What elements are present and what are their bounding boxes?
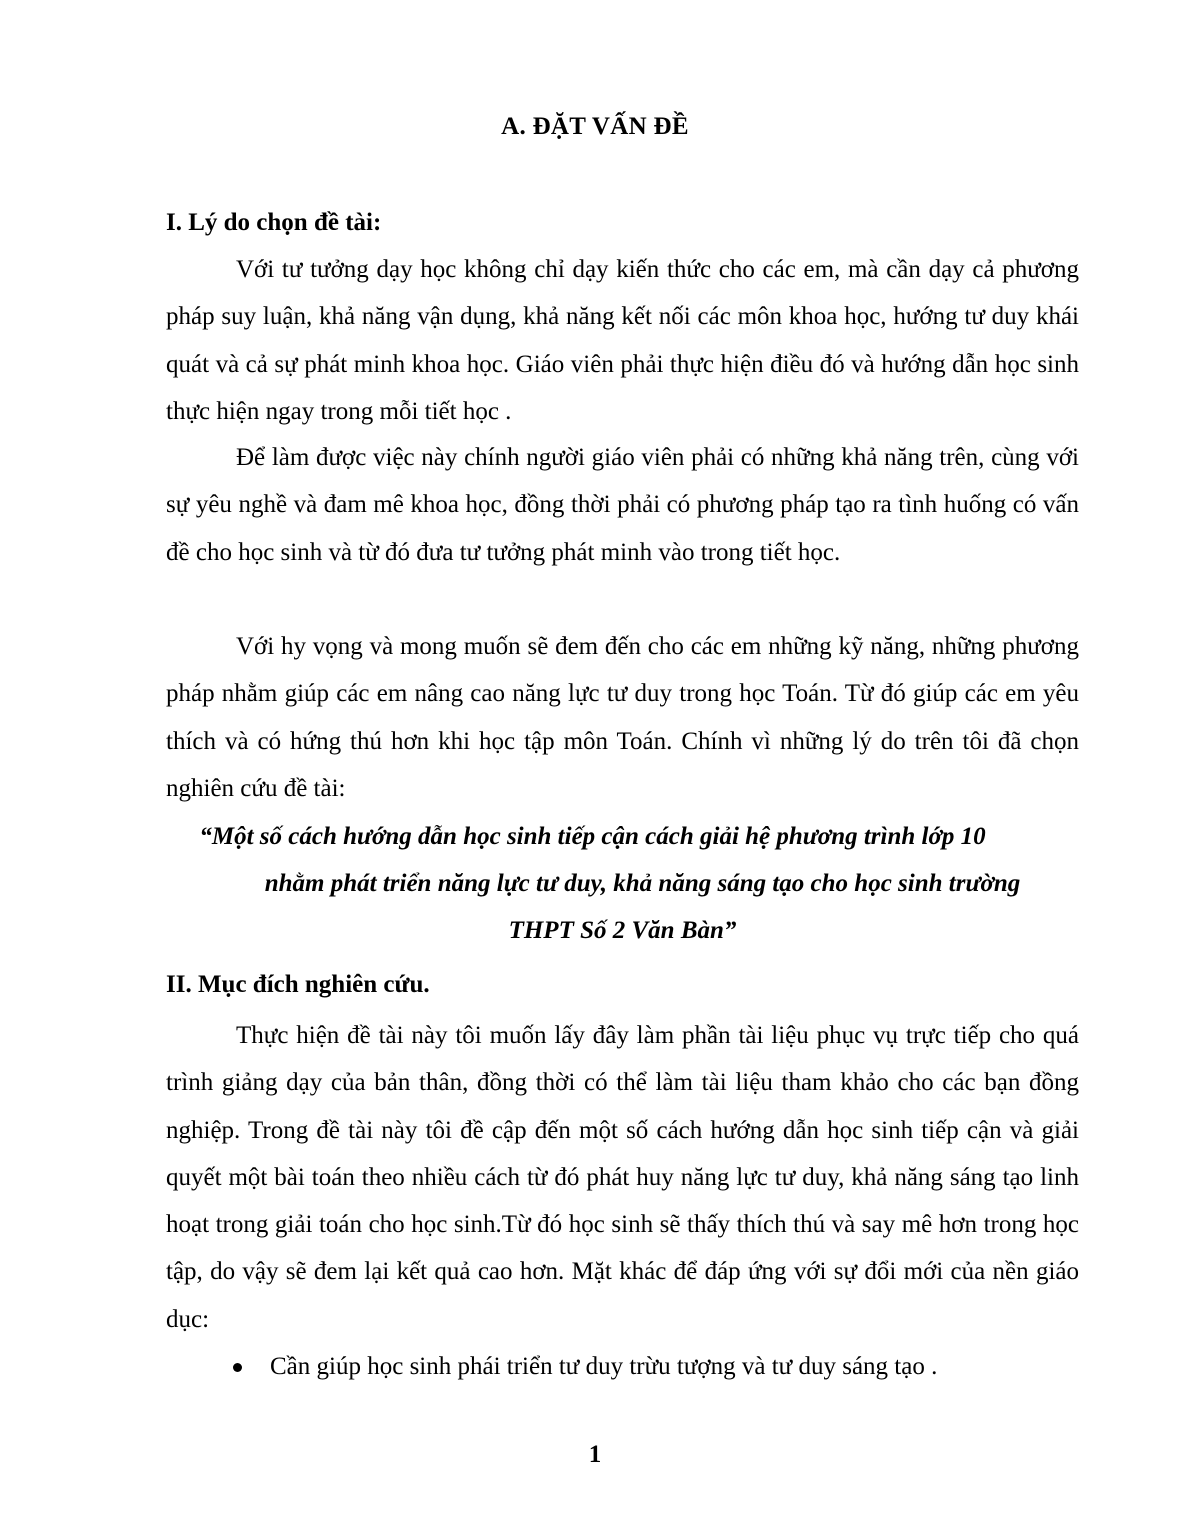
section-1-paragraph-2: Để làm được việc này chính người giáo viên phải có những khả năng trên, cùng với sự yêu nghề và đam mê khoa học, đồng thời phải có phương pháp tạo ra tình huống có vấn đề cho học sinh và từ đó đưa tư tưởng phát minh vào trong tiết học. <box>166 444 1079 566</box>
research-topic-quote <box>166 813 1079 954</box>
bullet-text: Cần giúp học sinh phái triển tư duy trừu tượng và tư duy sáng tạo . <box>270 1353 938 1380</box>
section-1-paragraph-1: Với tư tưởng dạy học không chỉ dạy kiến thức cho các em, mà cần dạy cả phương pháp suy luận, khả năng vận dụng, khả năng kết nối các môn khoa học, hướng tư duy khái quát và cả sự phát minh khoa học. Giáo viên phải thực hiện điều đó và hướng dẫn học sinh thực hiện ngay trong mỗi tiết học . <box>166 256 1079 425</box>
section-1-heading: I. Lý do chọn đề tài: <box>166 209 382 236</box>
bullet-dot-icon <box>233 1363 242 1372</box>
section-2-paragraph: Thực hiện đề tài này tôi muốn lấy đây làm phần tài liệu phục vụ trực tiếp cho quá trình giảng dạy của bản thân, đồng thời có thể làm tài liệu tham khảo cho các bạn đồng nghiệp. Trong đề tài này tôi đề cập đến một số cách hướng dẫn học sinh tiếp cận và giải quyết một bài toán theo nhiều cách từ đó phát huy năng lực tư duy, khả năng sáng tạo linh hoạt trong giải toán cho học sinh.Từ đó học sinh sẽ thấy thích thú và say mê hơn trong học tập, do vậy sẽ đem lại kết quả cao hơn. Mặt khác để đáp ứng với sự đổi mới của nền giáo dục: <box>166 1022 1079 1333</box>
quote-line-1: “Một số cách hướng dẫn học sinh tiếp cận cách giải hệ phương trình lớp 10 <box>199 823 986 850</box>
section-1-paragraph-3: Với hy vọng và mong muốn sẽ đem đến cho các em những kỹ năng, những phương pháp nhằm giúp các em nâng cao năng lực tư duy trong học Toán. Từ đó giúp các em yêu thích và có hứng thú hơn khi học tập môn Toán. Chính vì những lý do trên tôi đã chọn nghiên cứu đề tài: <box>166 633 1079 802</box>
quote-line-2: nhằm phát triển năng lực tư duy, khả năng sáng tạo cho học sinh trường <box>264 870 1021 897</box>
section-2-heading: II. Mục đích nghiên cứu. <box>166 971 430 998</box>
quote-line-3: THPT Số 2 Văn Bàn” <box>508 917 737 944</box>
page-number: 1 <box>588 1441 602 1468</box>
bullet-item <box>233 1352 937 1382</box>
document-title: A. ĐẶT VẤN ĐỀ <box>501 113 689 140</box>
